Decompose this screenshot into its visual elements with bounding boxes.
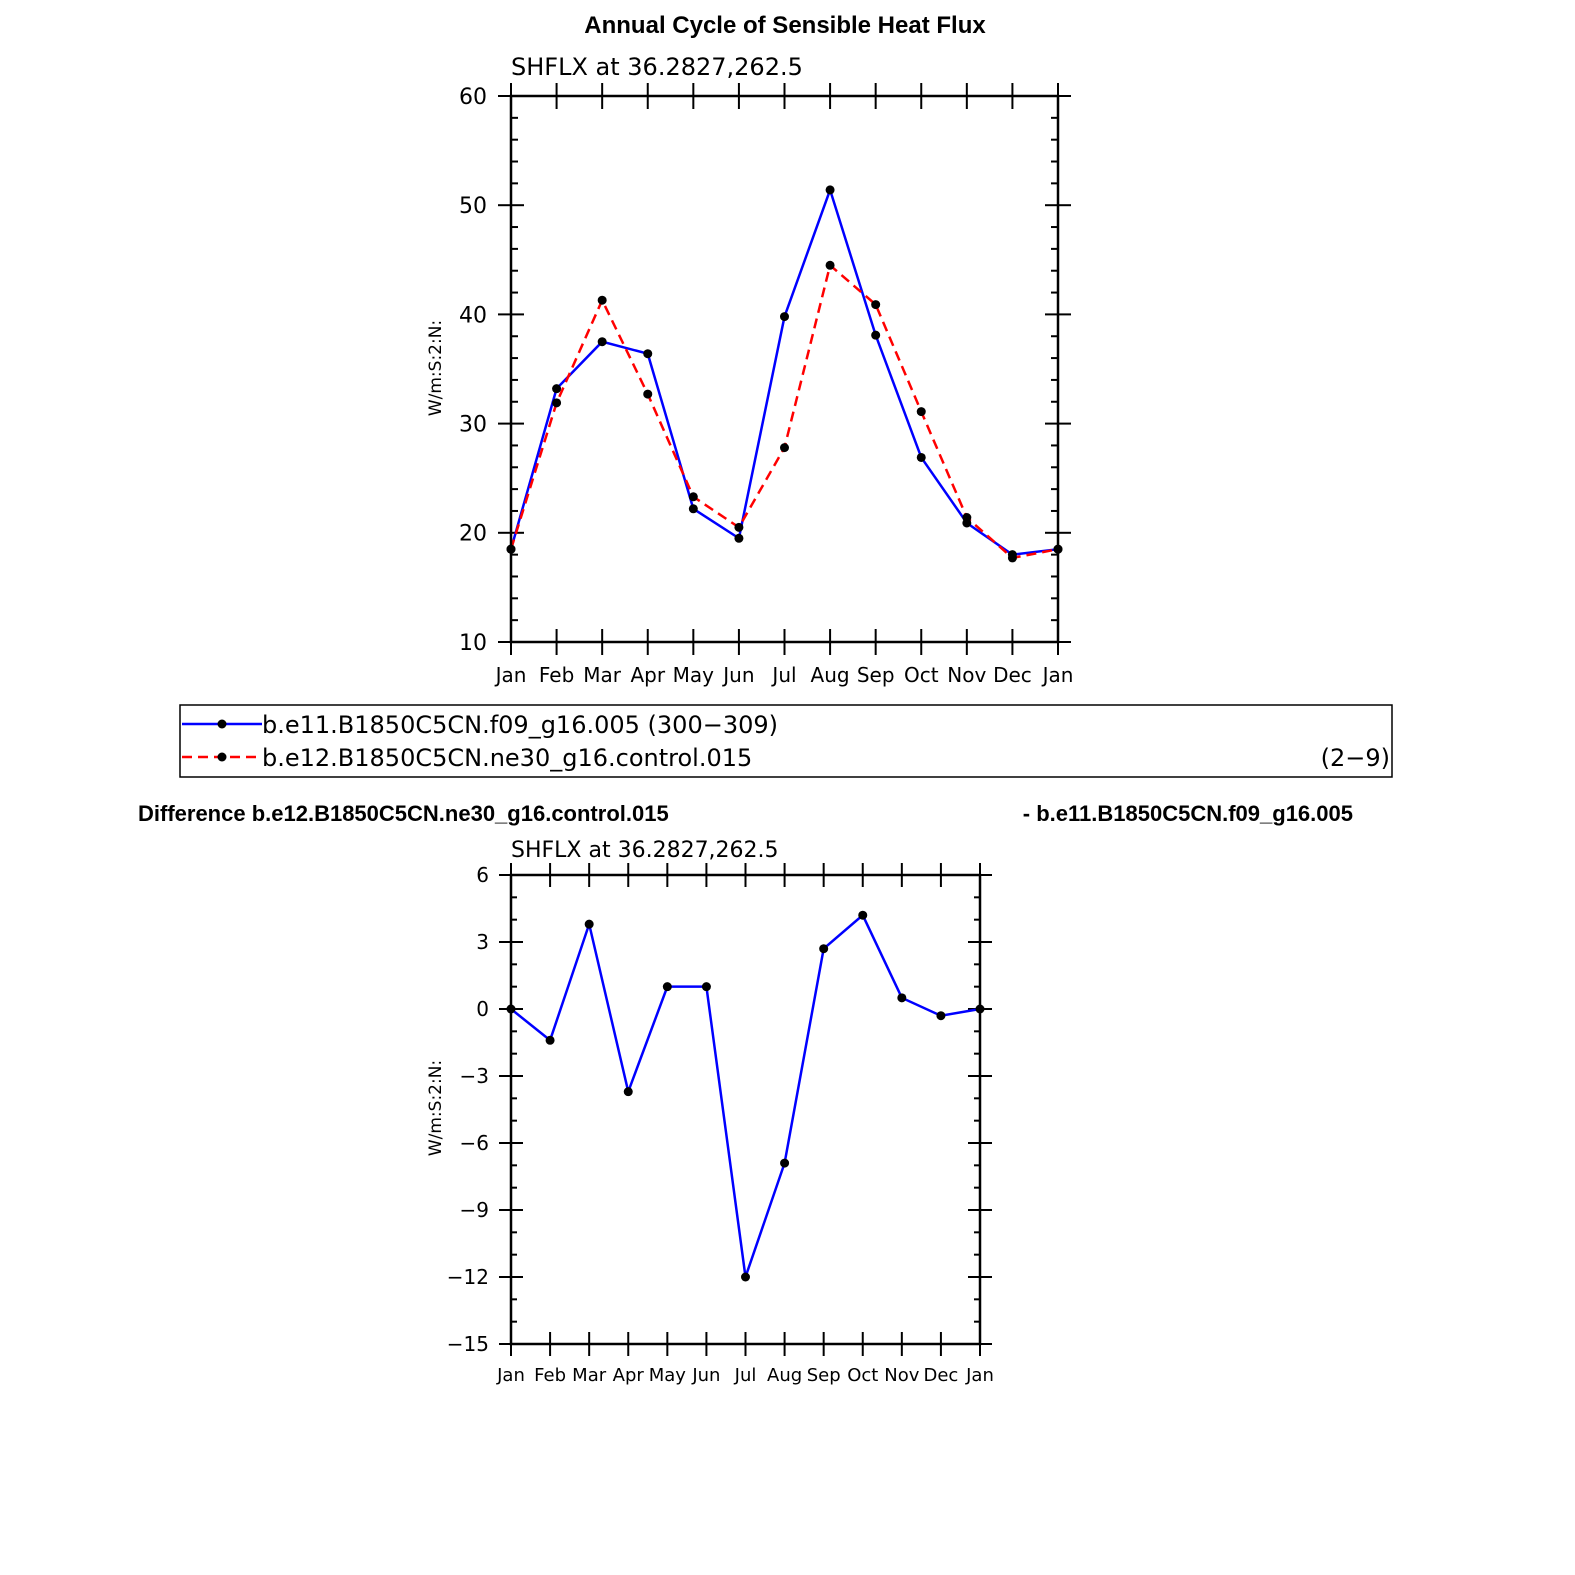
chart1-series (507, 185, 1063, 562)
chart2-ylabel: W/m:S:2:N: (426, 1059, 446, 1157)
chart1-xtick-label: Dec (993, 663, 1032, 687)
chart2-xtick-label: Mar (572, 1365, 607, 1386)
legend-label-series1: b.e11.B1850C5CN.f09_g16.005 (300−309) (262, 711, 778, 739)
chart2-series-1-point (741, 1273, 750, 1282)
chart1-series-2-point (826, 261, 835, 270)
chart1-xtick-label: Jan (1042, 663, 1074, 687)
chart1-series-2-point (871, 300, 880, 309)
chart2-xtick-label: May (648, 1365, 686, 1386)
legend (180, 705, 1392, 777)
chart1-series-1-point (734, 534, 743, 543)
chart1-xtick-label: Jan (495, 663, 527, 687)
chart2-subtitle: SHFLX at 36.2827,262.5 (511, 838, 779, 863)
chart1-xtick-label: Apr (630, 663, 666, 687)
chart1-ytick-label: 50 (459, 194, 487, 220)
chart1-xtick-label: Jun (723, 663, 755, 687)
chart1-series-2-point (734, 523, 743, 532)
chart2-series-1-point (546, 1036, 555, 1045)
chart1-ticks (459, 83, 1073, 687)
chart1-series-2-point (598, 296, 607, 305)
chart1-xtick-label: Nov (947, 663, 987, 687)
chart1-series-1-point (643, 349, 652, 358)
chart2-series-1-line (511, 915, 980, 1277)
chart2-xtick-label: Aug (767, 1365, 803, 1386)
chart1-ylabel: W/m:S:2:N: (426, 319, 446, 417)
chart2-ytick-label: 3 (476, 930, 489, 955)
chart1-ytick-label: 60 (459, 84, 487, 110)
chart2-ticks (447, 863, 994, 1386)
chart1-xtick-label: May (672, 663, 715, 687)
chart2-title-right: - b.e11.B1850C5CN.f09_g16.005 (1022, 801, 1353, 826)
chart1-series-2-point (917, 407, 926, 416)
chart2-series-1-point (819, 944, 828, 953)
chart1-xtick-label: Feb (538, 663, 575, 687)
chart1-series-2-point (643, 390, 652, 399)
chart1-series-1-point (826, 185, 835, 194)
chart2-series-1-point (585, 920, 594, 929)
page-title: Annual Cycle of Sensible Heat Flux (584, 12, 986, 39)
chart2-ytick-label: −9 (459, 1198, 489, 1223)
chart2-series-1-point (858, 911, 867, 920)
chart1-ytick-label: 40 (459, 303, 487, 329)
chart1-series-2-point (552, 398, 561, 407)
chart1-series-1-point (598, 337, 607, 346)
legend-extra-label: (2−9) (1320, 744, 1390, 772)
chart2-xtick-label: Jan (497, 1365, 525, 1386)
chart1-xtick-label: Oct (903, 663, 939, 687)
chart1-frame (511, 96, 1058, 642)
chart1-xtick-label: Mar (583, 663, 622, 687)
chart1-xtick-label: Jul (772, 663, 797, 687)
chart2-xtick-label: Jan (966, 1365, 994, 1386)
chart2-xtick-label: Jul (734, 1365, 757, 1386)
chart1-subtitle: SHFLX at 36.2827,262.5 (511, 53, 803, 81)
chart-difference (426, 838, 994, 1386)
legend-marker-series2 (218, 753, 227, 762)
legend-marker-series1 (218, 720, 227, 729)
chart1-series-1-point (689, 504, 698, 513)
chart1-series-1-point (871, 331, 880, 340)
chart1-series-1-point (552, 384, 561, 393)
chart-annual-cycle (426, 53, 1073, 687)
chart1-ytick-label: 20 (459, 521, 487, 547)
chart2-ytick-label: 0 (476, 997, 489, 1022)
chart2-series-1-point (897, 993, 906, 1002)
chart2-ytick-label: 6 (476, 863, 489, 888)
chart1-series-1-line (511, 190, 1058, 555)
chart1-xtick-label: Aug (810, 663, 850, 687)
chart1-series-2-point (780, 443, 789, 452)
chart2-xtick-label: Dec (923, 1365, 959, 1386)
chart2-ytick-label: −15 (446, 1332, 489, 1357)
chart2-xtick-label: Apr (612, 1365, 644, 1386)
chart2-xtick-label: Jun (692, 1365, 721, 1386)
chart1-series-2-point (962, 513, 971, 522)
chart1-series-2-line (511, 265, 1058, 558)
chart2-series-1-point (936, 1011, 945, 1020)
chart1-ytick-label: 10 (459, 630, 487, 656)
chart1-series-1-point (917, 453, 926, 462)
chart2-ytick-label: −6 (459, 1131, 489, 1156)
chart1-ytick-label: 30 (459, 412, 487, 438)
chart2-series-1-point (624, 1087, 633, 1096)
chart1-xtick-label: Sep (856, 663, 895, 687)
chart1-series-1-point (780, 312, 789, 321)
chart2-xtick-label: Sep (806, 1365, 841, 1386)
chart2-series-1-point (702, 982, 711, 991)
chart1-series-2-point (689, 492, 698, 501)
chart2-series (507, 911, 985, 1282)
chart2-ytick-label: −3 (459, 1064, 489, 1089)
chart2-xtick-label: Oct (847, 1365, 879, 1386)
chart2-xtick-label: Nov (884, 1365, 920, 1386)
chart2-title-left: Difference b.e12.B1850C5CN.ne30_g16.control.015 (138, 801, 669, 826)
chart2-series-1-point (780, 1159, 789, 1168)
legend-label-series2: b.e12.B1850C5CN.ne30_g16.control.015 (262, 744, 753, 772)
chart2-series-1-point (663, 982, 672, 991)
chart2-xtick-label: Feb (534, 1365, 567, 1386)
chart1-series-2-point (1008, 553, 1017, 562)
chart2-ytick-label: −12 (446, 1265, 489, 1290)
